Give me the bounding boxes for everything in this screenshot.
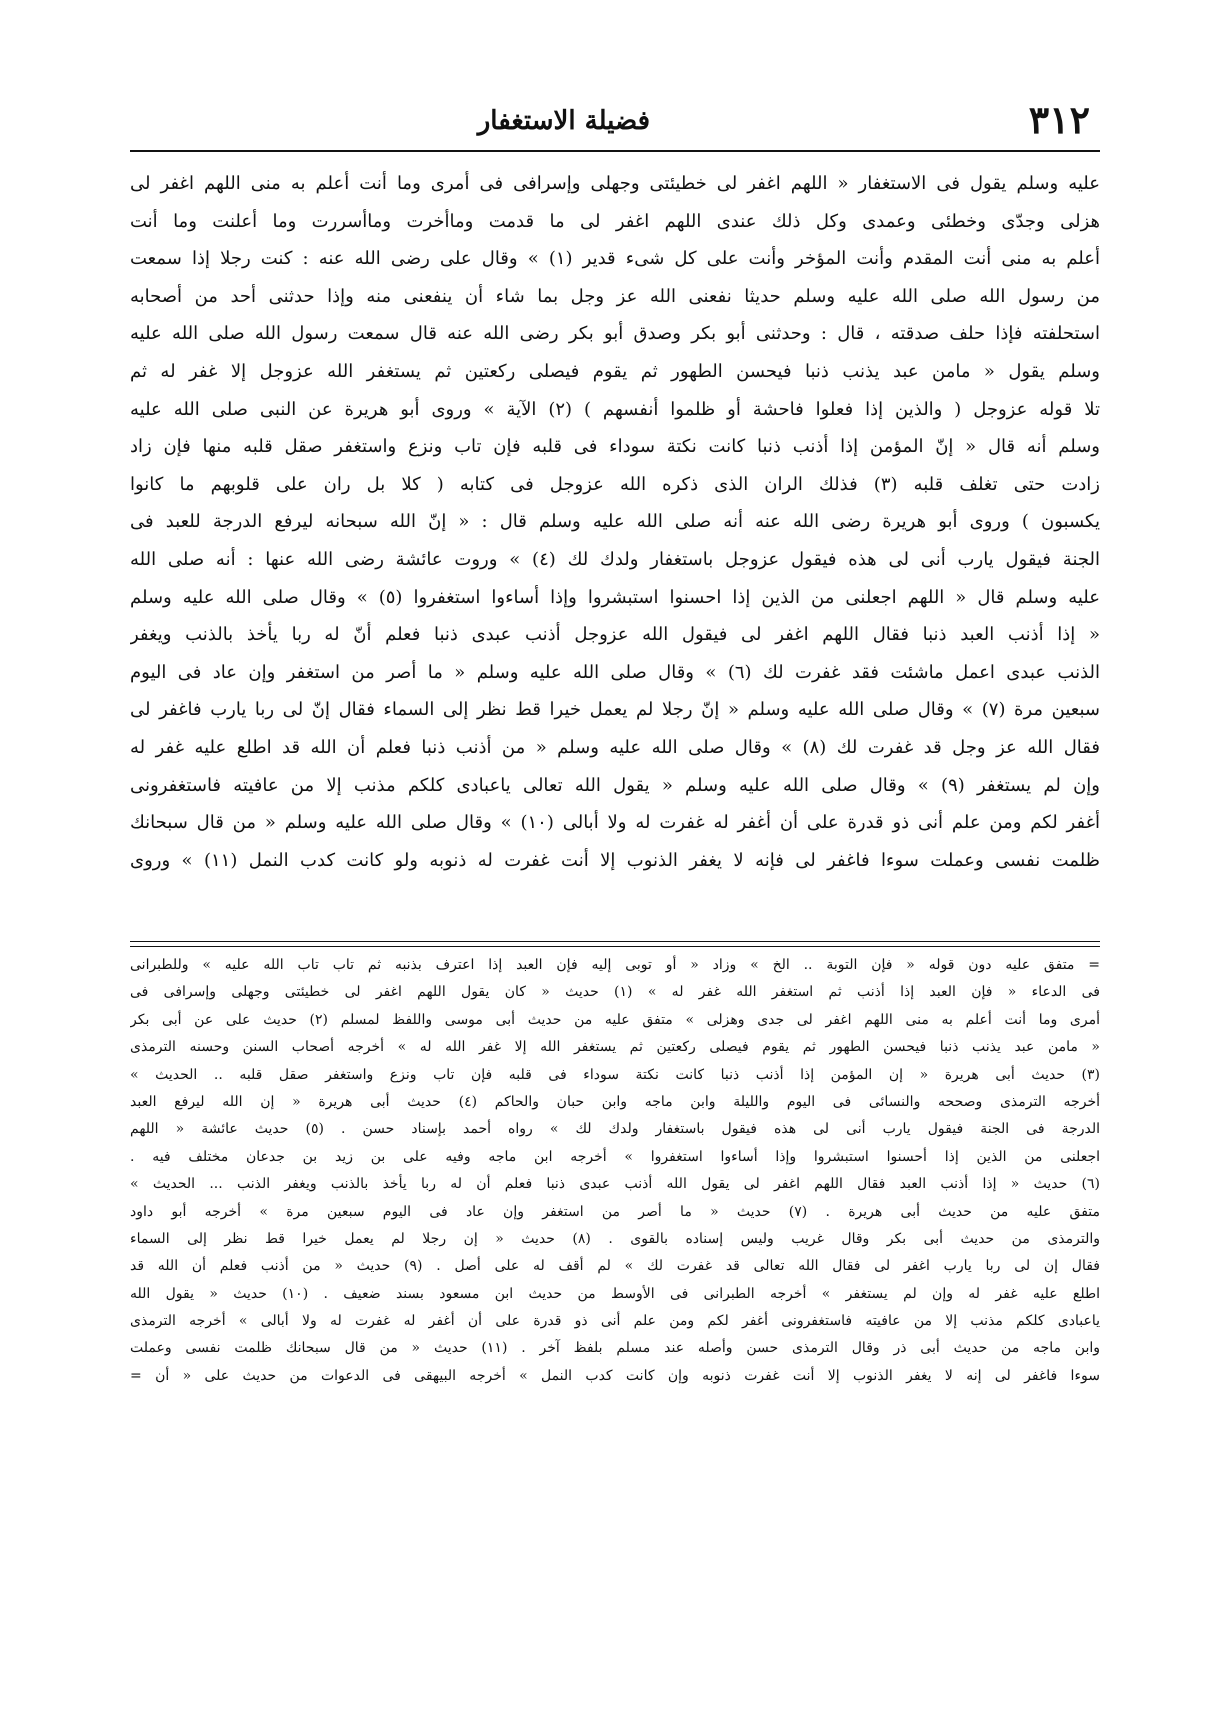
footnote-line: (٣) حديث أبى هريرة « إن المؤمن إذا أذنب ذنبا كانت نكتة سوداء فى قلبه فإن تاب ونزع واستغفر صقل قلبه .. الحديث » xyxy=(130,1066,1100,1083)
footnote-line: اطلع عليه غفر له وإن لم يستغفر » أخرجه الطبرانى فى الأوسط من حديث ابن مسعود بسند ضعيف . (١٠) حديث « يقول الله xyxy=(130,1285,1100,1302)
body-text-line: يكسبون ) وروى أبو هريرة رضى الله عنه أنه صلى الله عليه وسلم قال : « إنّ الله سبحانه ليرفع الدرجة للعبد فى xyxy=(130,511,1100,533)
body-text-line: الذنب عبدى اعمل ماشئت فقد غفرت لك (٦) » وقال صلى الله عليه وسلم « ما أصر من استغفر وإن عاد فى اليوم xyxy=(130,661,1100,683)
footnotes xyxy=(130,952,1100,1390)
main-text xyxy=(130,165,1100,879)
footnote-line: = متفق عليه دون قوله « فإن التوبة .. الخ » وزاد « أو توبى إليه فإن العبد إذا اعترف بذنبه ثم تاب تاب الله عليه » وللطبرانى xyxy=(130,957,1100,973)
footnote-line: « مامن عبد يذنب ذنبا فيحسن الطهور ثم يقوم فيصلى ركعتين ثم يستغفر الله إلا غفر الله له » أخرجه أصحاب السنن وحسنه الترمذى xyxy=(130,1039,1100,1056)
footnote-line: فقال إن لى ربا يارب اغفر لى فقال الله تعالى قد غفرت لك » لم أقف له على أصل . (٩) حديث « من أذنب فعلم أن الله قد xyxy=(130,1258,1100,1275)
footnote-line: متفق عليه من حديث أبى هريرة . (٧) حديث « ما أصر من استغفر وإن عاد فى اليوم سبعين مرة » أخرجه أبو داود xyxy=(130,1203,1100,1220)
body-text-line: وإن لم يستغفر (٩) » وقال صلى الله عليه وسلم « يقول الله تعالى ياعبادى كلكم مذنب إلا من عافيته فاستغفرونى xyxy=(130,774,1100,796)
footnote-line: والترمذى من حديث أبى بكر وقال غريب وليس إسناده بالقوى . (٨) حديث « إن رجلا لم يعمل خيرا قط نظر إلى السماء xyxy=(130,1230,1100,1247)
footnote-line: (٦) حديث « إذا أذنب العبد فقال اللهم اغفر لى يقول الله أذنب عبدى ذنبا فعلم أن له ربا يأخذ بالذنب ويغفر الذنب ... الحديث » xyxy=(130,1176,1100,1193)
footnote-line: ياعبادى كلكم مذنب إلا من عافيته فاستغفرونى أغفر لكم ومن علم أنى ذو قدرة على أن أغفر له غفرت له ولا أبالى » أخرجه الترمذى xyxy=(130,1313,1100,1330)
footnote-line: الدرجة فى الجنة فيقول يارب أنى لى هذه فيقول باستغفار ولدك لك » رواه أحمد بإسناد حسن . (٥) حديث عائشة « اللهم xyxy=(130,1121,1100,1138)
footnote-separator-double xyxy=(130,946,1100,947)
footnote-line: اجعلنى من الذين إذا أحسنوا استبشروا وإذا أساءوا استغفروا » أخرجه ابن ماجه وفيه على بن زيد بن جدعان مختلف فيه . xyxy=(130,1148,1100,1165)
body-text-line: « إذا أذنب العبد ذنبا فقال اللهم اغفر لى فيقول الله عزوجل أذنب عبدى ذنبا فعلم أنّ له ربا يأخذ بالذنب ويغفر xyxy=(130,624,1100,646)
body-text-line: أعلم به منى أنت المقدم وأنت المؤخر وأنت على كل شىء قدير (١) » وقال على رضى الله عنه : كنت رجلا إذا سمعت xyxy=(130,248,1100,270)
footnote-line: أمرى وما أنت أعلم به منى اللهم اغفر لى جدى وهزلى » متفق عليه من حديث أبى موسى واللفظ لمسلم (٢) حديث على عن أبى بكر xyxy=(130,1011,1100,1028)
page-number: ٣١٢ xyxy=(1028,97,1090,142)
body-text-line: من رسول الله صلى الله عليه وسلم حديثا نفعنى الله عز وجل بما شاء أن ينفعنى منه وإذا حدثنى أحد من أصحابه xyxy=(130,285,1100,307)
footnote-line: سوءا فاغفر لى إنه لا يغفر الذنوب إلا أنت غفرت ذنوبه وإن كانت كدب النمل » أخرجه البيهقى فى الدعوات من حديث على « أن = xyxy=(130,1367,1100,1384)
footnote-separator xyxy=(130,941,1100,942)
body-text-line: عليه وسلم يقول فى الاستغفار « اللهم اغفر لى خطيئتى وجهلى وإسرافى فى أمرى وما أنت أعلم به منى اللهم اغفر لى xyxy=(130,173,1100,194)
body-text-line: وسلم أنه قال « إنّ المؤمن إذا أذنب ذنبا كانت نكتة سوداء فى قلبه فإن تاب ونزع واستغفر صقل قلبه منها فإن زاد xyxy=(130,436,1100,458)
footnote-line: فى الدعاء « فإن العبد إذا أذنب ثم استغفر الله غفر له » (١) حديث « كان يقول اللهم اغفر لى خطيئتى وجهلى وإسرافى فى xyxy=(130,984,1100,1001)
body-text-line: الجنة فيقول يارب أنى لى هذه فيقول عزوجل باستغفار ولدك لك (٤) » وروت عائشة رضى الله عنها : أنه صلى الله xyxy=(130,548,1100,570)
body-text-line: تلا قوله عزوجل ( والذين إذا فعلوا فاحشة أو ظلموا أنفسهم ) (٢) الآية » وروى أبو هريرة عن النبى صلى الله عليه xyxy=(130,398,1100,420)
body-text-line: وسلم يقول « مامن عبد يذنب ذنبا فيحسن الطهور ثم يقوم فيصلى ركعتين ثم يستغفر الله عزوجل إلا غفر له ثم xyxy=(130,360,1100,382)
running-title: فضيلة الاستغفار xyxy=(477,106,650,136)
body-text-line: فقال الله عز وجل قد غفرت لك (٨) » وقال صلى الله عليه وسلم « من أذنب ذنبا فعلم أن الله قد اطلع عليه غفر له xyxy=(130,736,1100,758)
body-text-line: زادت حتى تغلف قلبه (٣) فذلك الران الذى ذكره الله عزوجل فى كتابه ( كلا بل ران على قلوبهم ما كانوا xyxy=(130,473,1100,495)
page-header xyxy=(130,92,1100,152)
body-text-line: هزلى وجدّى وخطئى وعمدى وكل ذلك عندى اللهم اغفر لى ما قدمت وماأخرت وماأسررت وما أعلنت وما أنت xyxy=(130,210,1100,232)
footnote-line: أخرجه الترمذى وصححه والنسائى فى اليوم والليلة وابن ماجه وابن حبان والحاكم (٤) حديث أبى هريرة « إن الله ليرفع العبد xyxy=(130,1093,1100,1110)
footnote-line: وابن ماجه من حديث أبى ذر وقال الترمذى حسن وأصله عند مسلم بلفظ آخر . (١١) حديث « من قال سبحانك ظلمت نفسى وعملت xyxy=(130,1340,1100,1357)
body-text-line: سبعين مرة (٧) » وقال صلى الله عليه وسلم « إنّ رجلا لم يعمل خيرا قط نظر إلى السماء فقال إنّ لى ربا يارب فاغفر لى xyxy=(130,699,1100,721)
body-text-line: أغفر لكم ومن علم أنى ذو قدرة على أن أغفر له غفرت له ولا أبالى (١٠) » وقال صلى الله عليه وسلم « من قال سبحانك xyxy=(130,812,1100,834)
body-text-line: استحلفته فإذا حلف صدقته ، قال : وحدثنى أبو بكر وصدق أبو بكر رضى الله عنه قال سمعت رسول الله صلى الله عليه xyxy=(130,323,1100,345)
body-text-line: ظلمت نفسى وعملت سوءا فاغفر لى فإنه لا يغفر الذنوب إلا أنت غفرت له ذنوبه ولو كانت كدب النمل (١١) » وروى xyxy=(130,849,1100,871)
header-rule xyxy=(130,150,1100,152)
body-text-line: عليه وسلم قال « اللهم اجعلنى من الذين إذا احسنوا استبشروا وإذا أساءوا استغفروا (٥) » وقال صلى الله عليه وسلم xyxy=(130,586,1100,608)
